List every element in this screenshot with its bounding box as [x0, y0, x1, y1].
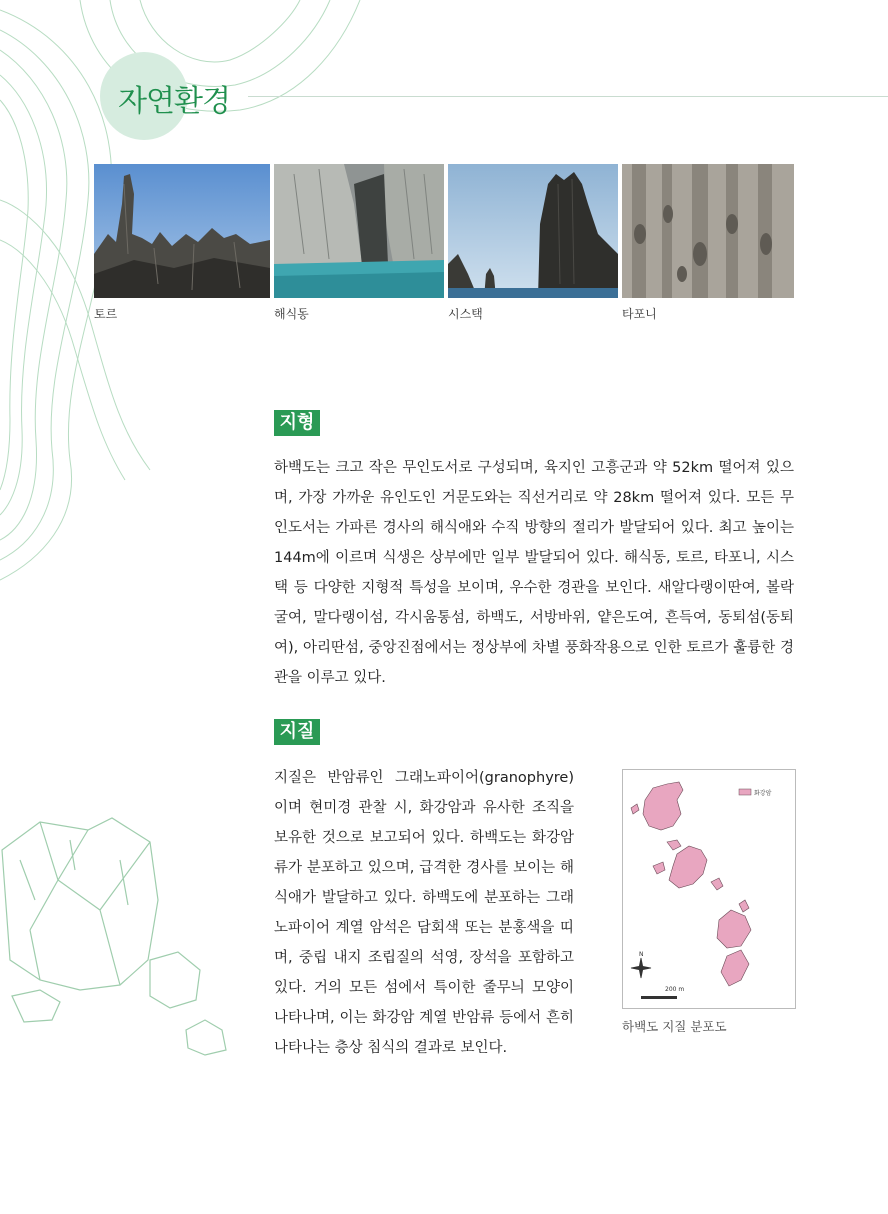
photo-sea-cave [274, 164, 444, 298]
photo-label-tafoni: 타포니 [622, 307, 657, 321]
photo-label-sea-cave: 해식동 [274, 307, 309, 321]
photo-label-tor: 토르 [94, 307, 118, 321]
photo-tafoni [622, 164, 794, 298]
title-divider [248, 96, 888, 97]
map-caption: 하백도 지질 분포도 [622, 1019, 727, 1034]
photo-label-sea-stack: 시스택 [448, 307, 483, 321]
map-scale-label: 200 m [665, 986, 685, 993]
map-scale-bar [641, 996, 677, 999]
map-legend-label: 화강암 [754, 790, 772, 797]
photo-sea-stack [448, 164, 618, 298]
north-arrow-icon [631, 958, 651, 978]
map-legend-swatch [739, 789, 751, 795]
section-body-terrain: 하백도는 크고 작은 무인도서로 구성되며, 육지인 고흥군과 약 52km 떨어져 있으며, 가장 가까운 유인도인 거문도와는 직선거리로 약 28km 떨어져 있다. 모든 무인도서는 가파른 경사의 해식애와 수직 방향의 절리가 발달되어 있다. 최고 높이는 144m에 이르며 식생은 상부에만 일부 발달되어 있다. 해식동, 토르, 타포니, 시스택 등 다양한 지형적 특성을 보이며, 우수한 경관을 보인다. 새알다랭이딴여, 볼락굴여, 말다랭이섬, 각시움통섬, 하백도, 서방바위, 얕은도여, 흔득여, 동퇴섬(동퇴여), 아리딴섬, 중앙진점에서는 정상부에 차별 풍화작용으로 인한 토르가 훌륭한 경관을 이루고 있다. [274, 460, 794, 686]
section-body-geology: 지질은 반암류인 그래노파이어(granophyre)이며 현미경 관찰 시, 화강암과 유사한 조직을 보유한 것으로 보고되어 있다. 하백도는 화강암류가 분포하고 있으며, 급격한 경사를 보이는 해식애가 발달하고 있다. 하백도에 분포하는 그래노파이어 계열 암석은 담회색 또는 분홍색을 띠며, 중립 내지 조립질의 석영, 장석을 포함하고 있다. 거의 모든 섬에서 특이한 줄무늬 모양이 나타나며, 이는 화강암 계열 반암류 등에서 흔히 나타나는 층상 침식의 결과로 보인다. [274, 770, 574, 1056]
photo-tor [94, 164, 270, 298]
section-heading-terrain: 지형 [274, 410, 320, 436]
section-heading-geology: 지질 [274, 719, 320, 745]
north-label: N [639, 951, 644, 958]
page-title: 자연환경 [118, 84, 230, 119]
geology-map [622, 769, 796, 1009]
